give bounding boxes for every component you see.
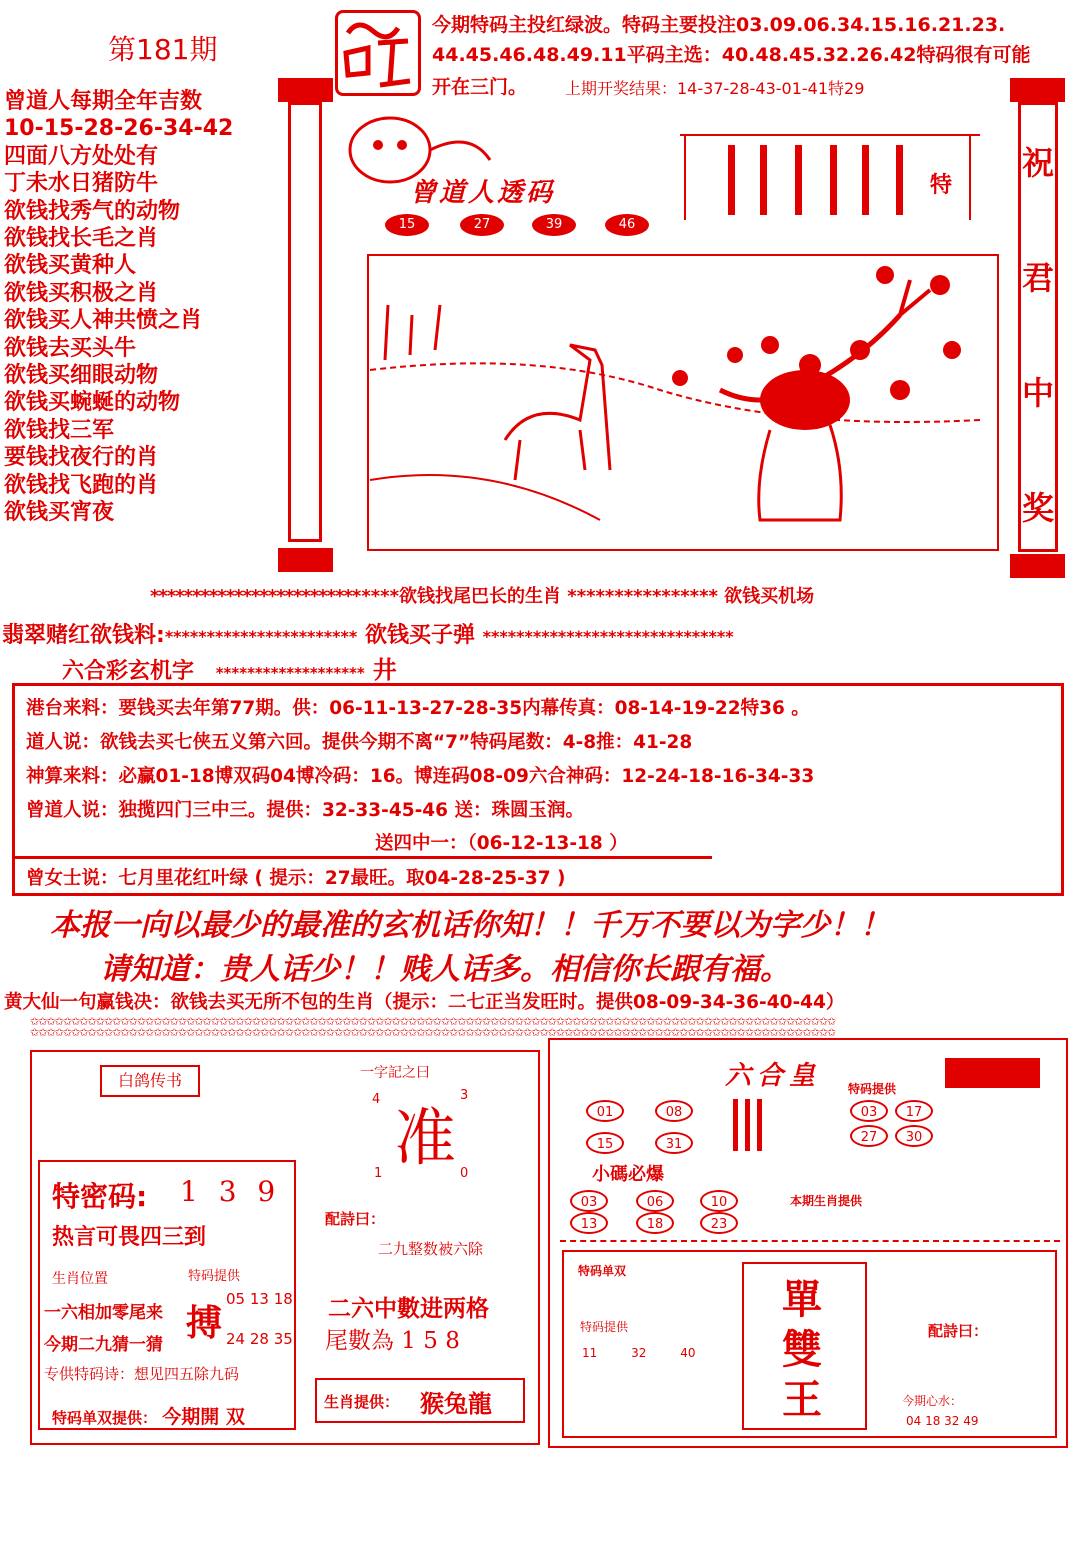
num-ball-b1: 03 xyxy=(850,1100,888,1122)
danshuang-line: 特码单双提供： 今期開 双 xyxy=(52,1406,245,1428)
info-line-4: 曾道人说：独揽四门三中三。提供：32-33-45-46 送：珠圆玉润。 xyxy=(26,800,584,821)
left-tip-line: 欲钱买宵夜 xyxy=(4,500,115,526)
special-poem: 专供特码诗：想见四五除九码 xyxy=(44,1365,240,1383)
mid-corner-1: 1 xyxy=(374,1166,383,1181)
header-line-3: 开在三门。 xyxy=(432,76,528,98)
logo-seal xyxy=(335,10,421,96)
te-code-label: 特密码: xyxy=(52,1180,148,1213)
tiji-nums-1: 05 13 18 xyxy=(226,1290,293,1308)
left-tip-line: 欲钱找飞跑的肖 xyxy=(4,472,159,498)
right-scroll-char-3: 中 xyxy=(1021,374,1054,412)
shengxiao-label: 生肖位置 xyxy=(52,1271,108,1287)
huang-daxian-line: 黄大仙一句赢钱决：欲钱去买无所不包的生肖（提示：二七正当发旺时。提供08-09-34-36-40-44） xyxy=(4,992,845,1013)
tiji-label: 特码提供 xyxy=(188,1269,241,1284)
left-tip-line: 四面八方处处有 xyxy=(4,143,159,169)
left-tip-line: 欲钱买积极之肖 xyxy=(4,280,159,306)
center-illustration xyxy=(340,100,1000,570)
bo-char: 搏 xyxy=(186,1303,223,1344)
num-ball-c4: 13 xyxy=(570,1212,608,1234)
num-ball-c5: 18 xyxy=(636,1212,674,1234)
liuhe-red-block xyxy=(945,1058,1040,1088)
num-ball-b2: 17 xyxy=(895,1100,933,1122)
star-border-bottom: ✩✩✩✩✩✩✩✩✩✩✩✩✩✩✩✩✩✩✩✩✩✩✩✩✩✩✩✩✩✩✩✩✩✩✩✩✩✩✩✩✩✩✩✩✩✩✩✩✩✩✩✩✩✩✩✩✩✩✩✩✩✩✩✩✩✩✩✩✩✩✩✩✩✩✩✩✩✩✩✩✩✩✩✩✩✩✩✩✩✩✩✩✩✩✩✩✩✩ xyxy=(30,1027,836,1039)
tema2-label: 特码提供 xyxy=(580,1320,629,1334)
image-ball-2: 27 xyxy=(460,214,504,236)
left-scroll xyxy=(278,78,333,578)
xin-label: 今期心水： xyxy=(902,1394,963,1408)
left-tip-line: 曾道人每期全年吉数 xyxy=(4,89,203,114)
num-ball-c2: 06 xyxy=(636,1190,674,1212)
num-ball-c3: 10 xyxy=(700,1190,738,1212)
num-ball-a2: 08 xyxy=(655,1100,693,1122)
left-tip-line: 欲钱找秀气的动物 xyxy=(4,198,181,224)
info-line-6: 曾女士说：七月里花红叶绿 ( 提示：27最旺。取04-28-25-37 ) xyxy=(26,868,566,889)
right-scroll xyxy=(1010,78,1065,578)
mid-corner-0: 0 xyxy=(460,1166,469,1181)
riddle-line-3: 六合彩玄机字 ******************* 井 xyxy=(62,656,397,684)
star-border-top: ✩✩✩✩✩✩✩✩✩✩✩✩✩✩✩✩✩✩✩✩✩✩✩✩✩✩✩✩✩✩✩✩✩✩✩✩✩✩✩✩✩✩✩✩✩✩✩✩✩✩✩✩✩✩✩✩✩✩✩✩✩✩✩✩✩✩✩✩✩✩✩✩✩✩✩✩✩✩✩✩✩✩✩✩✩✩✩✩✩✩✩✩✩✩✩✩✩✩ xyxy=(30,1016,836,1028)
image-te-char: 特 xyxy=(930,173,953,198)
benqi-label: 本期生肖提供 xyxy=(790,1194,863,1208)
mid-big-char: 准 xyxy=(394,1101,457,1174)
right-scroll-char-1: 祝 xyxy=(1021,144,1054,182)
left-tip-line: 欲钱找三军 xyxy=(4,417,115,443)
left-tip-line: 欲钱买黄种人 xyxy=(4,253,137,279)
left-tip-line: 丁未水日猪防牛 xyxy=(4,171,159,197)
mid-corner-3: 3 xyxy=(460,1088,469,1103)
num-ball-c1: 03 xyxy=(570,1190,608,1212)
issue-number: 第181期 xyxy=(108,33,218,66)
xin-nums: 04 18 32 49 xyxy=(906,1414,979,1428)
riddle-line-1: *****************************欲钱找尾巴长的生肖 **************** 欲钱买机场 xyxy=(150,586,815,607)
tema2-nums: 11 32 40 xyxy=(582,1346,696,1360)
mid-sx-val: 猴兔龍 xyxy=(420,1390,492,1418)
mid-slogan: 二六中數进两格 xyxy=(328,1296,489,1322)
left-tips-list xyxy=(4,88,233,527)
dsw-char-2: 雙 xyxy=(782,1327,822,1373)
image-ball-1: 15 xyxy=(385,214,429,236)
left-tip-line: 欲钱买蜿蜒的动物 xyxy=(4,390,181,416)
liuhe-header: 六合皇 xyxy=(725,1061,822,1091)
shengxiao-line-a: 一六相加零尾来 xyxy=(44,1303,163,1323)
slogan-1: 本报一向以最少的最准的玄机话你知！！千万不要以为字少！！ xyxy=(50,908,890,943)
num-ball-a1: 01 xyxy=(586,1100,624,1122)
left-tip-line: 欲钱买细眼动物 xyxy=(4,363,159,389)
mid-pei-text: 二九整数被六除 xyxy=(378,1240,484,1258)
dsw-char-1: 單 xyxy=(782,1277,822,1323)
info-line-3: 神算来料：必赢01-18博双码04博冷码：16。博连码08-09六合神码：12-24-18-16-34-33 xyxy=(26,766,815,787)
te-code-digits: 1 3 9 xyxy=(180,1175,282,1208)
left-tip-line: 欲钱找长毛之肖 xyxy=(4,226,159,252)
num-ball-a4: 31 xyxy=(655,1132,693,1154)
left-tip-line: 10-15-28-26-34-42 xyxy=(4,116,234,142)
mid-weishu: 尾數為 1 5 8 xyxy=(325,1328,460,1354)
header-line-2: 44.45.46.48.49.11平码主选：40.48.45.32.26.42特码很有可能 xyxy=(432,44,1031,66)
num-ball-c6: 23 xyxy=(700,1212,738,1234)
right-tema-label: 特码提供 xyxy=(848,1082,897,1096)
num-ball-a3: 15 xyxy=(586,1132,624,1154)
mid-corner-4: 4 xyxy=(372,1092,381,1107)
info-line-1: 港台来料：要钱买去年第77期。供：06-11-13-27-28-35内幕传真：08-14-19-22特36 。 xyxy=(26,698,810,719)
mid-header: 一字記之曰 xyxy=(360,1065,430,1081)
shengxiao-line-b: 今期二九猜一猜 xyxy=(44,1335,163,1355)
info-line-2: 道人说：欲钱去买七侠五义第六回。提供今期不离“7”特码尾数：4-8推：41-28 xyxy=(26,732,693,753)
riddle-line-2: 翡翠赌红欲钱料:*********************** 欲钱买子弹 ****************************** xyxy=(2,623,734,648)
info-line-5: 送四中一：（06-12-13-18 ） xyxy=(375,833,628,854)
num-ball-b3: 27 xyxy=(850,1125,888,1147)
num-ball-b4: 30 xyxy=(895,1125,933,1147)
right-scroll-char-2: 君 xyxy=(1021,259,1054,297)
image-title: 曾道人透码 xyxy=(410,178,556,208)
pigeon-header-box: 白鸽传书 xyxy=(100,1065,200,1097)
info-divider xyxy=(12,856,712,859)
mid-pei-label: 配詩曰： xyxy=(325,1210,386,1228)
pei2-label: 配詩曰： xyxy=(928,1322,989,1340)
liuhe-center-column xyxy=(718,1095,778,1155)
mid-sx-label: 生肖提供： xyxy=(324,1393,400,1411)
image-ball-3: 39 xyxy=(532,214,576,236)
right-scroll-char-4: 奖 xyxy=(1021,489,1054,527)
ds-label: 特码单双 xyxy=(578,1264,627,1278)
last-result: 上期开奖结果：14-37-28-43-01-41特29 xyxy=(565,79,865,98)
slogan-2: 请知道：贵人话少！！贱人话多。相信你长跟有福。 xyxy=(100,952,790,987)
te-verse: 热言可畏四三到 xyxy=(52,1225,207,1250)
tiji-nums-2: 24 28 35 xyxy=(226,1330,293,1348)
dsw-char-3: 王 xyxy=(782,1377,822,1423)
left-tip-line: 要钱找夜行的肖 xyxy=(4,445,159,471)
left-tip-line: 欲钱买人神共愤之肖 xyxy=(4,308,203,334)
image-ball-4: 46 xyxy=(605,214,649,236)
left-tip-line: 欲钱去买头牛 xyxy=(4,335,137,361)
xiaoma-label: 小碼必爆 xyxy=(592,1164,664,1185)
header-line-1: 今期特码主投红绿波。特码主要投注03.09.06.34.15.16.21.23. xyxy=(432,14,1006,36)
right-divider-stars xyxy=(560,1240,1060,1250)
